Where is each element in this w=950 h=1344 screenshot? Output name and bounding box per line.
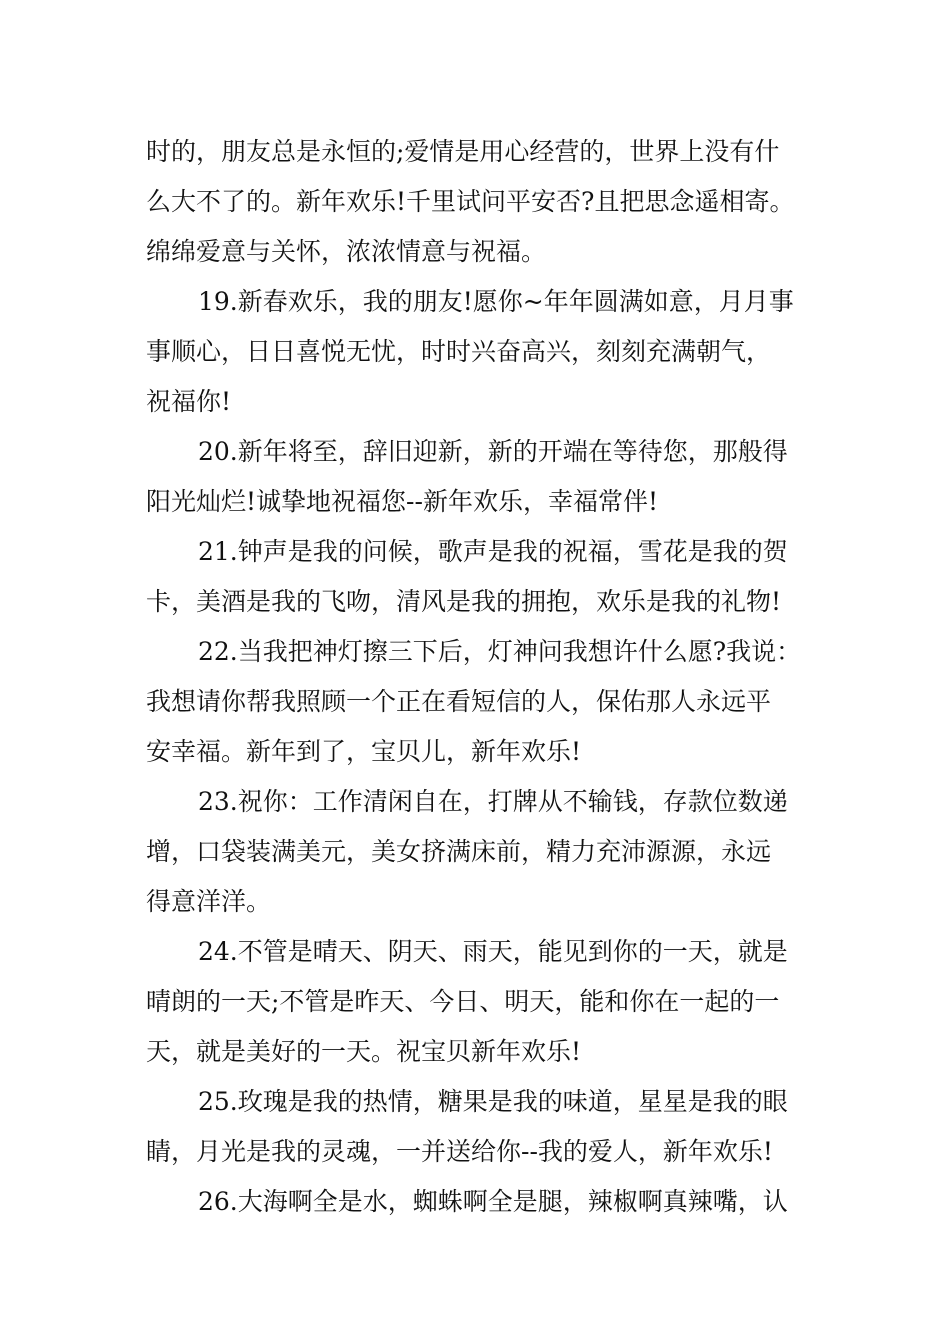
text-line: 我想请你帮我照顾一个正在看短信的人，保佑那人永远平	[146, 687, 772, 716]
text-line: 晴朗的一天;不管是昨天、今日、明天，能和你在一起的一	[146, 987, 780, 1016]
text-line: 安幸福。新年到了，宝贝儿，新年欢乐!	[146, 737, 582, 766]
paragraph-19-start: 19.新春欢乐，我的朋友!愿你~年年圆满如意，月月事	[198, 287, 794, 316]
paragraph-23-start: 23.祝你：工作清闲自在，打牌从不输钱，存款位数递	[198, 787, 788, 816]
text-line: 绵绵爱意与关怀，浓浓情意与祝福。	[146, 237, 547, 266]
paragraph-20-start: 20.新年将至，辞旧迎新，新的开端在等待您，那般得	[198, 437, 788, 466]
text-line: 祝福你!	[146, 387, 232, 416]
text-line: 事顺心，日日喜悦无忧，时时兴奋高兴，刻刻充满朝气，	[146, 337, 772, 366]
paragraph-25-start: 25.玫瑰是我的热情，糖果是我的味道，星星是我的眼	[198, 1087, 788, 1116]
text-line: 增，口袋装满美元，美女挤满床前，精力充沛源源，永远	[146, 837, 772, 866]
paragraph-24-start: 24.不管是晴天、阴天、雨天，能见到你的一天，就是	[198, 937, 788, 966]
text-line: 天，就是美好的一天。祝宝贝新年欢乐!	[146, 1037, 582, 1066]
text-line: 睛，月光是我的灵魂，一并送给你--我的爱人，新年欢乐!	[146, 1137, 773, 1166]
text-line: 得意洋洋。	[146, 887, 272, 916]
text-line: 时的，朋友总是永恒的;爱情是用心经营的，世界上没有什	[146, 137, 780, 166]
paragraph-26-start: 26.大海啊全是水，蜘蛛啊全是腿，辣椒啊真辣嘴，认	[198, 1187, 788, 1216]
text-line: 么大不了的。新年欢乐!千里试问平安否?且把思念遥相寄。	[146, 187, 795, 216]
paragraph-21-start: 21.钟声是我的问候，歌声是我的祝福，雪花是我的贺	[198, 537, 788, 566]
text-line: 卡，美酒是我的飞吻，清风是我的拥抱，欢乐是我的礼物!	[146, 587, 782, 616]
paragraph-22-start: 22.当我把神灯擦三下后，灯神问我想许什么愿?我说：	[198, 637, 802, 666]
text-line: 阳光灿烂!诚挚地祝福您--新年欢乐，幸福常伴!	[146, 487, 658, 516]
